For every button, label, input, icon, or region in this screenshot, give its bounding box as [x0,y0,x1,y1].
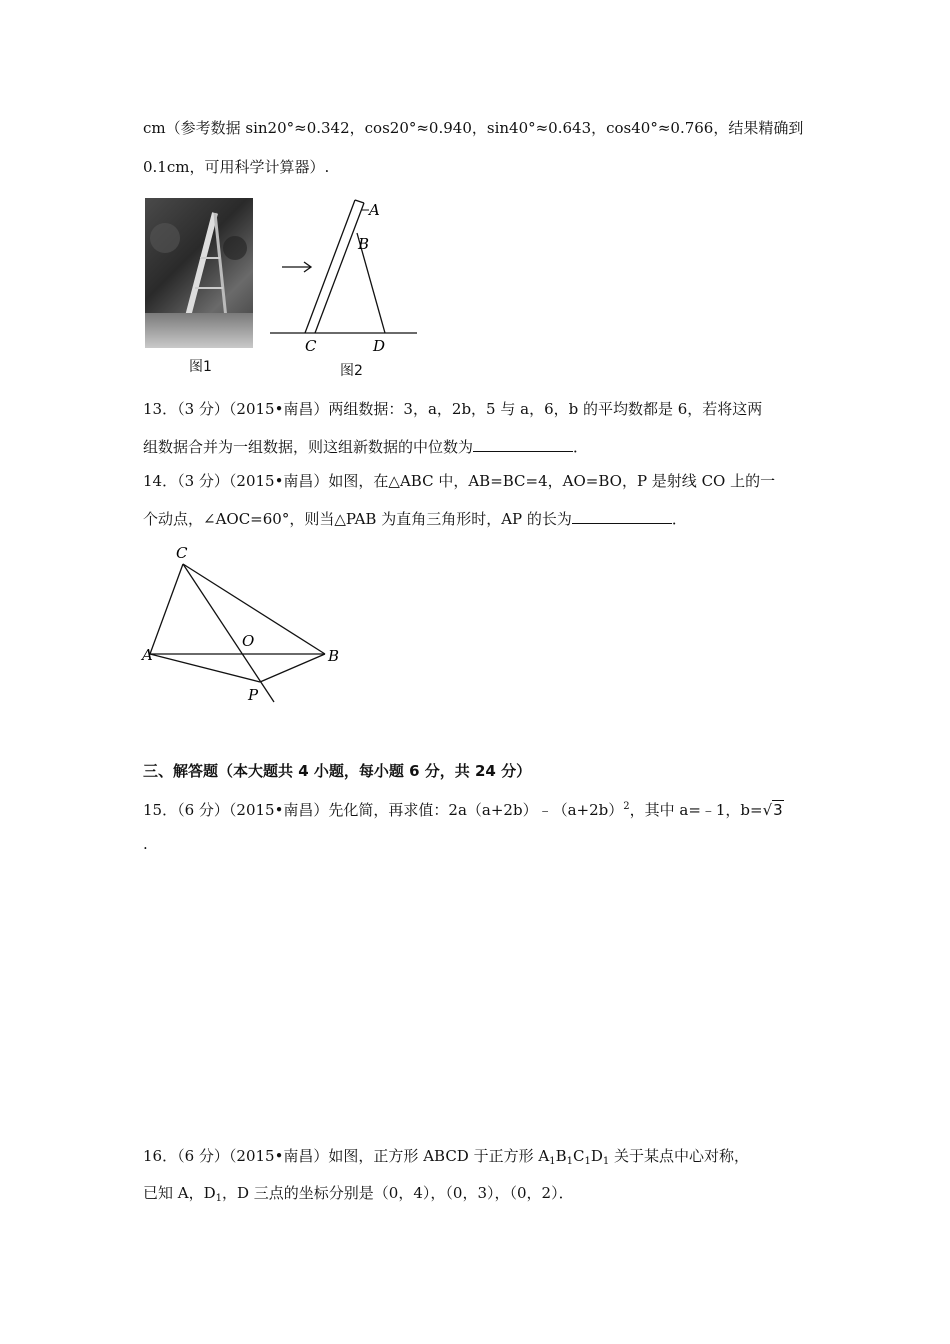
subscript-1: 1 [215,1193,223,1204]
intro-line-2: 0.1cm，可用科学计算器）. [143,158,330,176]
point-c-label: C [305,337,317,355]
intro-line-1: cm（参考数据 sin20°≈0.342，cos20°≈0.940，sin40°≈0.643，cos40°≈0.766，结果精确到 [143,119,804,137]
subscript-1: 1 [549,1156,556,1167]
sqrt-symbol: √ [762,801,773,819]
subscript-1: 1 [602,1156,610,1167]
ladder-top [355,200,364,203]
q16-line-1 [143,1146,749,1172]
point-b-label: B [328,647,340,665]
figure-1-label: 图1 [189,359,212,375]
point-p-label: P [248,686,259,704]
q13-answer-blank[interactable] [473,437,573,452]
point-o-label: O [242,632,255,650]
q13-line-2 [143,437,588,457]
q14-answer-blank[interactable] [572,509,672,524]
q13-line-2-end: ． [573,438,589,456]
q14-line-2 [143,509,687,529]
figure-2-label: 图2 [340,363,363,379]
section-3-heading: 三、解答题（本大题共 4 小题，每小题 6 分，共 24 分） [143,762,532,780]
point-c-label: C [176,544,188,562]
q13-line-2-text: 组数据合并为一组数据，则这组新数据的中位数为 [143,438,474,456]
q14-line-1: 14．（3 分）（2015•南昌）如图，在△ABC 中，AB=BC=4，AO=BO，P 是射线 CO 上的一 [143,472,776,490]
figure-1-photo [145,198,253,348]
q15-text: 15．（6 分）（2015•南昌）先化简，再求值：2a（a+2b）﹣（a+2b） [143,801,624,819]
subscript-1: 1 [566,1156,573,1167]
letter-c: C [572,1147,585,1165]
letter-d: D [590,1147,603,1165]
arrow-icon [280,260,316,274]
point-a-label: A [369,201,380,219]
letter-b: B [555,1147,567,1165]
point-b-label: B [358,235,370,253]
q15-line-2: . [143,835,148,853]
q16-line-2-end: ，D 三点的坐标分别是（0，4），（0，3），（0，2）． [222,1184,574,1202]
segment-ca [150,564,183,654]
q15-text-mid: ，其中 a=﹣1，b= [629,801,763,819]
segment-bp [260,654,325,682]
ladder-right-edge [315,203,364,333]
q16-text: 16．（6 分）（2015•南昌）如图，正方形 ABCD 于正方形 A [143,1147,550,1165]
q16-text-end: 关于某点中心对称， [609,1147,750,1165]
q15-exponent: 2 [623,801,630,812]
q16-line-2-text: 已知 A，D [143,1184,216,1202]
point-d-label: D [373,337,386,355]
q14-line-2-text: 个动点，∠AOC=60°，则当△PAB 为直角三角形时，AP 的长为 [143,510,572,528]
q13-line-1: 13．（3 分）（2015•南昌）两组数据：3，a，2b，5 与 a，6，b 的平均数都是 6，若将这两 [143,400,763,418]
q14-line-2-end: ． [671,510,687,528]
sqrt-expression [763,800,784,819]
figure-2-diagram [265,195,425,355]
segment-ap [150,654,260,682]
figure-3-diagram [138,540,358,710]
subscript-1: 1 [584,1156,591,1167]
q16-line-2 [143,1183,574,1209]
point-a-label: A [142,646,153,664]
photo-ground [145,313,253,348]
q15-line-1 [143,797,784,820]
sqrt-radicand: 3 [773,801,783,819]
